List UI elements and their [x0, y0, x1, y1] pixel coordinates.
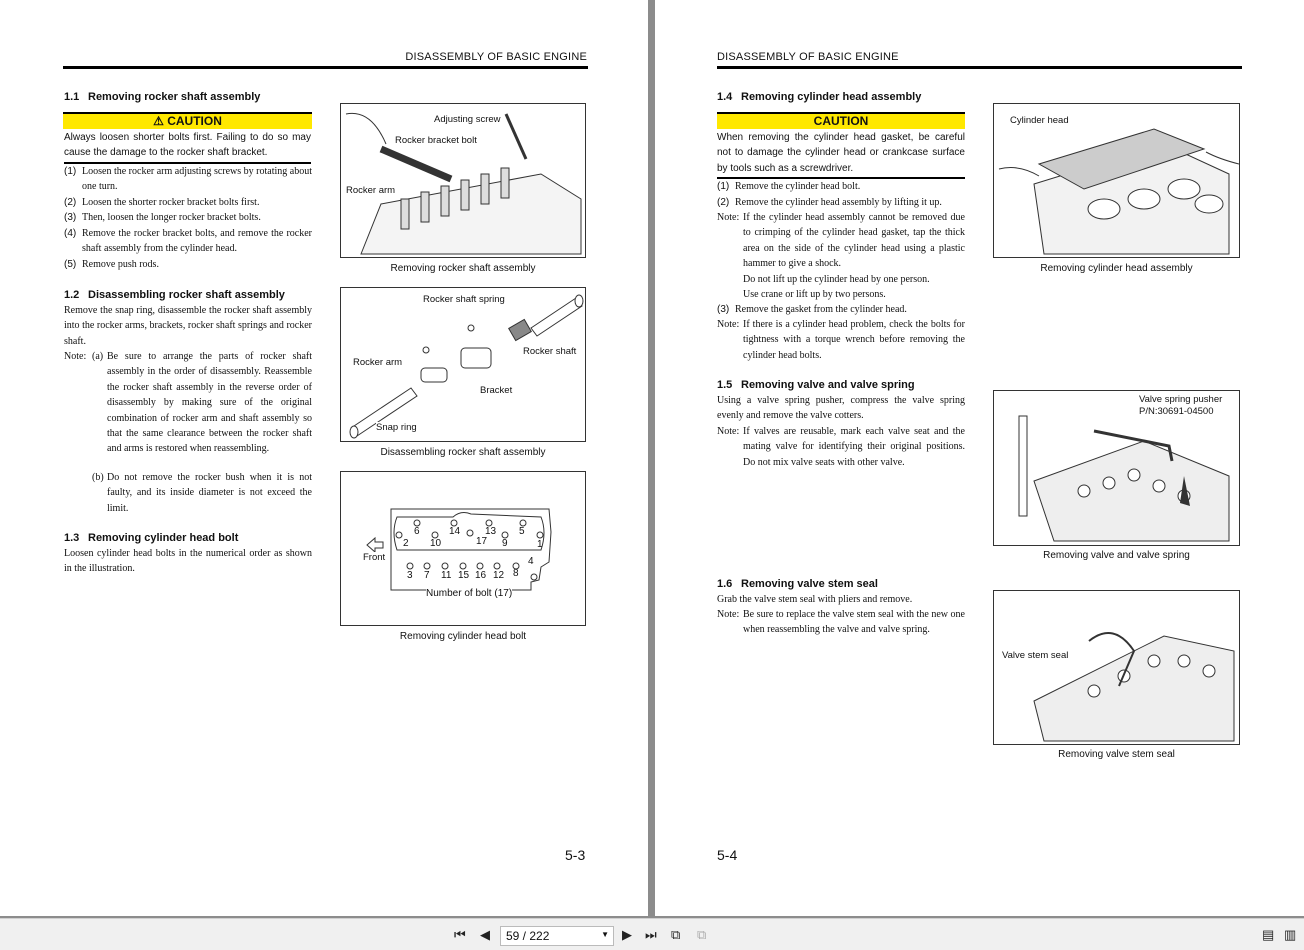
step-item: (4) Remove the rocker bracket bolts, and remove the rocker shaft assembly from the cylinder head.	[64, 228, 312, 255]
label-cylinder-head: Cylinder head	[1010, 115, 1069, 126]
bolt-number-label: 2	[403, 538, 409, 549]
chevron-down-icon[interactable]: ▼	[601, 930, 609, 939]
caution-text: Always loosen shorter bolts first. Failing to do so may cause the damage to the rocker shaft bracket.	[64, 130, 311, 164]
step-item: (2) Remove the cylinder head assembly by lifting it up.	[717, 197, 942, 208]
label-valve-spring-pusher: Valve spring pusher	[1139, 394, 1223, 405]
bolt-number-label: 7	[424, 570, 430, 581]
left-page	[0, 0, 648, 916]
note: Note: If the cylinder head assembly cannot be removed due to crimping of the cylinder head gasket, tap the thick area on the side of the cylinder head using a plastic hammer to give a shock. Do not lift up the cylinder head by one person. Use crane or lift up by two persons.	[717, 212, 965, 301]
bolt-number-label: 6	[414, 526, 420, 537]
pdf-viewer-toolbar	[0, 918, 1304, 950]
label-front: Front	[363, 552, 386, 563]
bolt-number-label: 15	[458, 570, 470, 581]
figure-caption: Disassembling rocker shaft assembly	[380, 447, 546, 458]
section-heading-1-4: 1.4 Removing cylinder head assembly	[717, 91, 922, 103]
step-item: (1) Loosen the rocker arm adjusting screws by rotating about one turn.	[64, 166, 312, 193]
engine-illustration	[341, 104, 586, 258]
figure-caption: Removing rocker shaft assembly	[390, 263, 536, 274]
note-label: Note:	[64, 351, 87, 362]
label-rocker-arm: Rocker arm	[353, 357, 403, 368]
header-rule	[717, 66, 1242, 69]
step-item: (3) Then, loosen the longer rocker bracket bolts.	[64, 212, 261, 223]
note: Note: If there is a cylinder head problem, check the bolts for tightness with a torque wrench before removing the cylinder head bolts.	[717, 319, 965, 361]
section-body: Using a valve spring pusher, compress the valve spring evenly and remove the valve cotters.	[717, 395, 965, 422]
bolt-number-label: 3	[407, 570, 413, 581]
warning-icon: ⚠	[153, 114, 168, 128]
label-rocker-shaft: Rocker shaft	[523, 346, 577, 357]
page-number-field[interactable]: 59 / 222 ▼	[500, 926, 614, 946]
figure-caption: Removing cylinder head bolt	[399, 631, 527, 642]
next-page-button[interactable]: ▶	[622, 927, 632, 942]
go-forward-view-icon[interactable]: ⧉	[697, 927, 707, 942]
step-item: (2) Loosen the shorter rocker bracket bolts first.	[64, 197, 260, 208]
section-body: Loosen cylinder head bolts in the numerical order as shown in the illustration.	[64, 548, 312, 575]
section-heading-1-2: 1.2 Disassembling rocker shaft assembly	[64, 289, 285, 301]
note: Note: If valves are reusable, mark each valve seat and the mating valve for identifying their original positions. Do not mix valve seats with other valve.	[717, 426, 965, 468]
bolt-number-label: 13	[485, 526, 497, 537]
page-number: 5-4	[717, 847, 738, 863]
note: Note: Be sure to replace the valve stem seal with the new one when reassembling the valve and valve spring.	[717, 609, 965, 636]
bolt-hole	[407, 563, 413, 569]
step-item: (1) Remove the cylinder head bolt.	[717, 181, 861, 192]
bolt-number-label: 14	[449, 526, 461, 537]
previous-page-button[interactable]: ◀	[480, 927, 490, 942]
figure-valve-stem-seal-removal	[993, 590, 1240, 745]
label-rocker-arm: Rocker arm	[346, 185, 396, 196]
figure-rocker-shaft-removal	[340, 103, 586, 258]
section-body: Grab the valve stem seal with pliers and remove.	[717, 594, 913, 605]
bolt-hole	[477, 563, 483, 569]
single-page-view-icon[interactable]: ▤	[1262, 927, 1275, 942]
figure-caption: Removing valve stem seal	[1058, 749, 1175, 760]
label-rocker-shaft-spring: Rocker shaft spring	[423, 294, 505, 305]
bolt-number-label: 10	[430, 538, 442, 549]
note-b: (b) Do not remove the rocker bush when it is not faulty, and its inside diameter is not exceed the limit.	[92, 472, 312, 514]
label-part-number: P/N:30691-04500	[1139, 406, 1214, 417]
figure-rocker-shaft-disassembly	[340, 287, 586, 442]
section-body: Remove the snap ring, disassemble the rocker shaft assembly into the rocker arms, brackets, rocker shaft springs and rocker shaft.	[64, 305, 312, 347]
bolt-number-label: 9	[502, 538, 508, 549]
label-valve-stem-seal: Valve stem seal	[1002, 650, 1069, 661]
label-rocker-bracket-bolt: Rocker bracket bolt	[395, 135, 477, 146]
note-a: (a) Be sure to arrange the parts of rocker shaft assembly in the order of disassembly. Reassemble the rocker shaft assembly in the reverse order of disassembly by making sure of the original combination of rocker arm and shaft assembly so that the same clearance between the rocker shaft and arms is restored when reassembling.	[92, 351, 312, 455]
figure-caption: Removing cylinder head assembly	[1040, 263, 1193, 274]
figure-valve-spring-removal	[993, 390, 1240, 546]
page-number: 5-3	[565, 847, 586, 863]
section-heading-1-5: 1.5 Removing valve and valve spring	[717, 379, 915, 391]
bolt-number-label: 5	[519, 526, 525, 537]
bolt-hole	[494, 563, 500, 569]
bolt-hole	[467, 530, 473, 536]
figure-caption: Removing valve and valve spring	[1043, 550, 1190, 561]
last-page-button[interactable]: ⏭	[645, 927, 657, 942]
header-rule	[63, 66, 588, 69]
bolt-number-label: 4	[528, 556, 534, 567]
continuous-page-view-icon[interactable]: ▥	[1284, 927, 1297, 942]
page-header: DISASSEMBLY OF BASIC ENGINE	[405, 51, 587, 63]
first-page-button[interactable]: ⏮	[454, 927, 466, 942]
caution-banner: ⚠ CAUTION	[63, 112, 312, 129]
bolt-hole	[442, 563, 448, 569]
page-header: DISASSEMBLY OF BASIC ENGINE	[717, 51, 899, 63]
bolt-hole	[424, 563, 430, 569]
bolt-number-label: 16	[475, 570, 487, 581]
bolt-hole	[537, 532, 543, 538]
bolt-order-diagram	[341, 472, 586, 626]
figure-cylinder-head-bolt-order	[340, 471, 586, 626]
label-snap-ring: Snap ring	[376, 422, 417, 433]
go-back-view-icon[interactable]: ⧉	[671, 927, 681, 942]
bolt-hole	[531, 574, 537, 580]
bolt-number-label: 17	[476, 536, 488, 547]
valve-stem-seal-illustration	[994, 591, 1240, 745]
bolt-hole	[396, 532, 402, 538]
front-arrow-icon	[367, 538, 383, 552]
section-heading-1-1: 1.1 Removing rocker shaft assembly	[64, 91, 261, 103]
label-bracket: Bracket	[480, 385, 513, 396]
bolt-number-label: 1	[537, 539, 543, 550]
label-adjusting-screw: Adjusting screw	[434, 114, 501, 125]
right-page	[655, 0, 1304, 916]
cylinder-head-illustration	[994, 104, 1240, 258]
bolt-hole	[460, 563, 466, 569]
section-heading-1-6: 1.6 Removing valve stem seal	[717, 578, 878, 590]
bolt-count-label: Number of bolt (17)	[426, 588, 513, 599]
step-item: (5) Remove push rods.	[64, 259, 159, 270]
figure-cylinder-head-removal	[993, 103, 1240, 258]
section-heading-1-3: 1.3 Removing cylinder head bolt	[64, 532, 239, 544]
bolt-number-label: 8	[513, 568, 519, 579]
caution-banner: CAUTION	[717, 112, 965, 129]
bolt-number-label: 11	[441, 570, 452, 581]
caution-text: When removing the cylinder head gasket, be careful not to damage the cylinder head or crankcase surface by tools such as a screwdriver.	[717, 130, 965, 179]
bolt-number-label: 12	[493, 570, 505, 581]
step-item: (3) Remove the gasket from the cylinder head.	[717, 304, 907, 315]
